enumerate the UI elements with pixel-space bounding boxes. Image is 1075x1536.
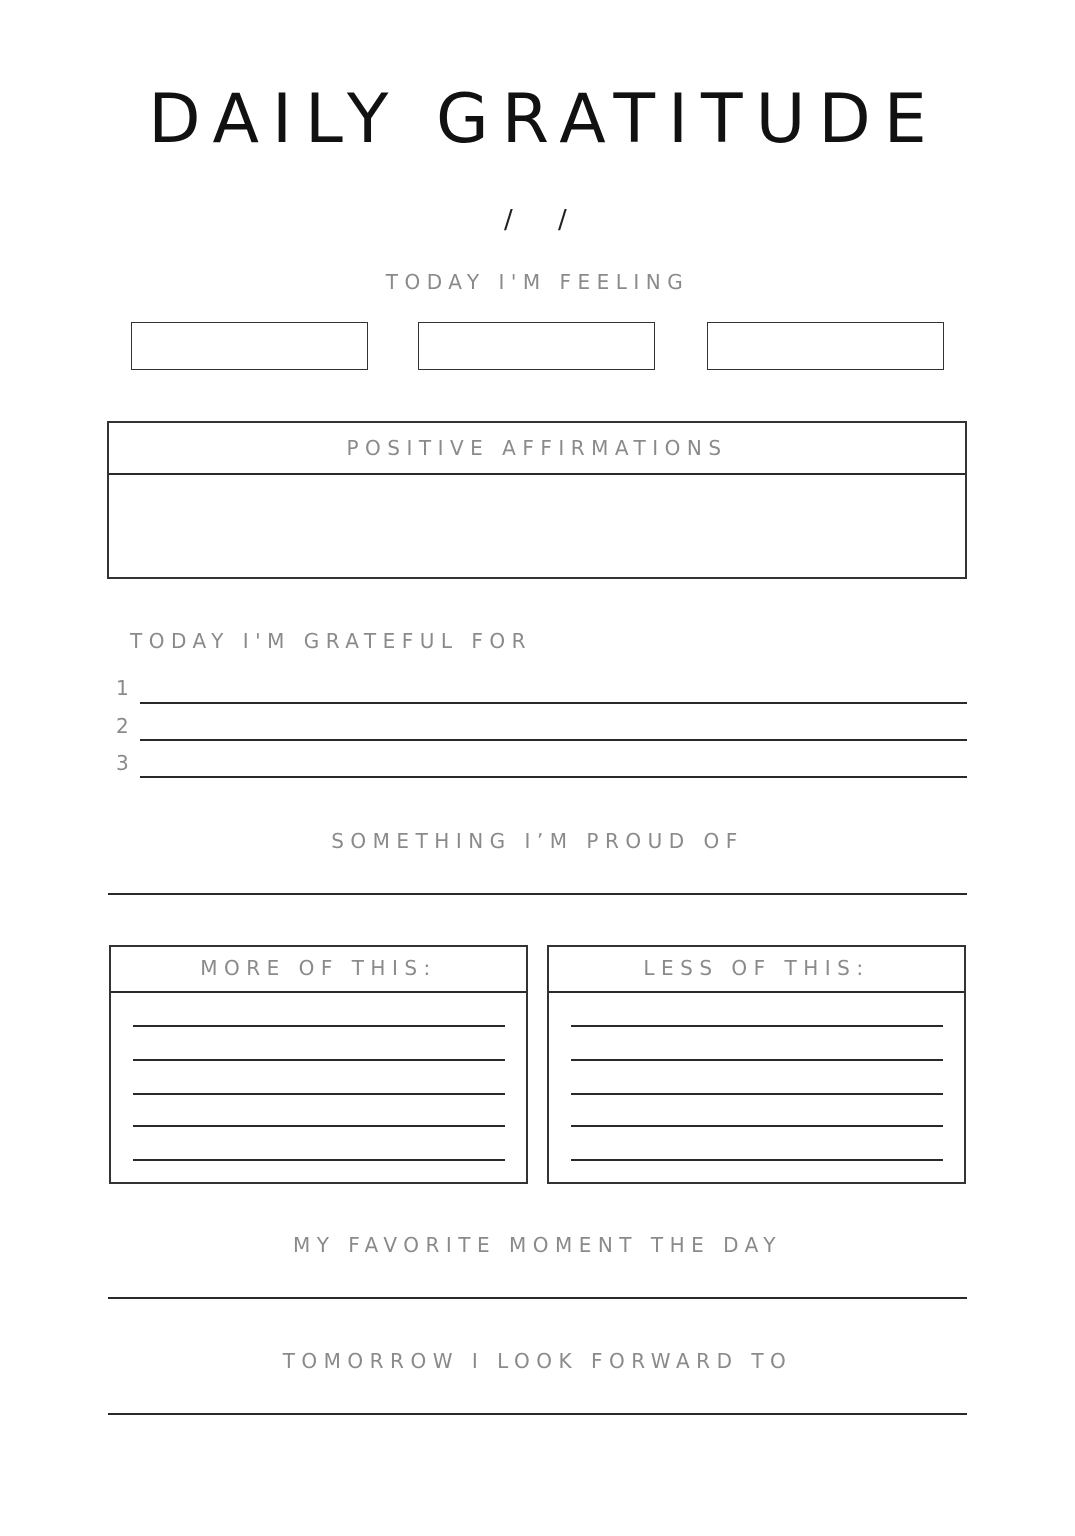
grateful-number-3: 3: [116, 751, 129, 775]
feeling-box-3[interactable]: [707, 322, 944, 370]
less-of-this-line-1[interactable]: [571, 1025, 943, 1027]
proud-line[interactable]: [108, 893, 967, 895]
more-of-this-heading: MORE OF THIS:: [200, 956, 437, 980]
affirmations-box: [107, 421, 967, 579]
affirmations-input[interactable]: [109, 475, 965, 577]
page-title: DAILY GRATITUDE: [148, 80, 940, 159]
feeling-box-1[interactable]: [131, 322, 368, 370]
grateful-heading: TODAY I'M GRATEFUL FOR: [130, 629, 533, 653]
grateful-line-1[interactable]: [140, 702, 967, 704]
feeling-heading: TODAY I'M FEELING: [385, 270, 690, 294]
more-of-this-divider: [111, 991, 526, 993]
less-of-this-line-2[interactable]: [571, 1059, 943, 1061]
tomorrow-line[interactable]: [108, 1413, 967, 1415]
more-of-this-line-5[interactable]: [133, 1159, 505, 1161]
date-year-field[interactable]: [574, 205, 634, 235]
favorite-moment-line[interactable]: [108, 1297, 967, 1299]
less-of-this-heading: LESS OF THIS:: [643, 956, 870, 980]
less-of-this-line-3[interactable]: [571, 1093, 943, 1095]
grateful-number-2: 2: [116, 714, 129, 738]
date-separator-1: /: [504, 205, 513, 235]
more-of-this-line-4[interactable]: [133, 1125, 505, 1127]
less-of-this-divider: [549, 991, 964, 993]
date-month-field[interactable]: [518, 205, 556, 235]
date-separator-2: /: [558, 205, 567, 235]
more-of-this-line-3[interactable]: [133, 1093, 505, 1095]
less-of-this-line-5[interactable]: [571, 1159, 943, 1161]
less-of-this-line-4[interactable]: [571, 1125, 943, 1127]
grateful-line-2[interactable]: [140, 739, 967, 741]
more-of-this-box: [109, 945, 528, 1184]
grateful-line-3[interactable]: [140, 776, 967, 778]
less-of-this-box: [547, 945, 966, 1184]
affirmations-heading: POSITIVE AFFIRMATIONS: [346, 436, 728, 460]
more-of-this-line-1[interactable]: [133, 1025, 505, 1027]
favorite-moment-heading: MY FAVORITE MOMENT THE DAY: [292, 1233, 783, 1257]
date-day-field[interactable]: [440, 205, 500, 235]
grateful-number-1: 1: [116, 676, 129, 700]
feeling-box-2[interactable]: [418, 322, 655, 370]
proud-heading: SOMETHING I’M PROUD OF: [331, 829, 744, 853]
tomorrow-heading: TOMORROW I LOOK FORWARD TO: [282, 1349, 793, 1373]
more-of-this-line-2[interactable]: [133, 1059, 505, 1061]
